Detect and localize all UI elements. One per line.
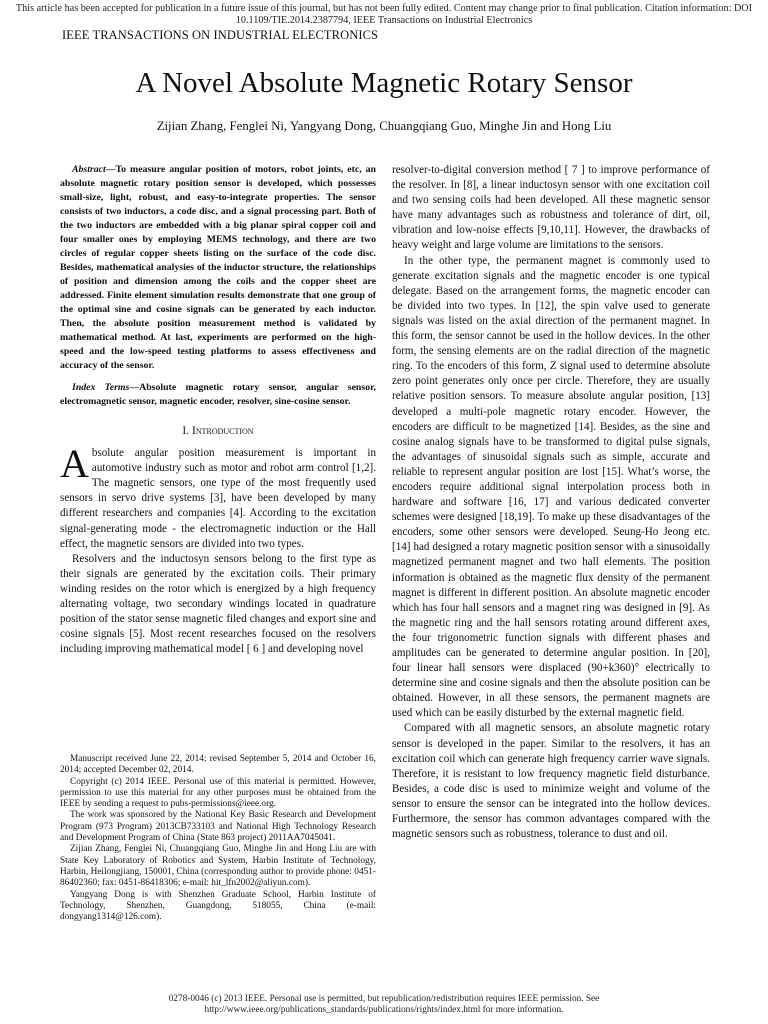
paper-title: A Novel Absolute Magnetic Rotary Sensor — [135, 67, 633, 99]
footnote-manuscript: Manuscript received June 22, 2014; revised September 5, 2014 and October 16, 2014; accepted December 02, 2014. — [60, 754, 376, 776]
index-terms — [60, 381, 376, 409]
abstract — [60, 163, 376, 373]
section-title: Introduction — [191, 425, 254, 437]
running-head: IEEE TRANSACTIONS ON INDUSTRIAL ELECTRONICS — [62, 28, 379, 42]
copyright-footer — [0, 994, 768, 1016]
footer-line-2: http://www.ieee.org/publications_standards/publications/rights/index.html for more information. — [204, 1005, 564, 1015]
body-paragraph-proposed-sensor: Compared with all magnetic sensors, an absolute magnetic rotary sensor is developed in the paper. Similar to the resolvers, it has an excitation coil which can generate high frequency carrier wave signals. Therefore, it is resistant to low frequency magnetic field disturbance. Besides, a code disc is used to minimize weight and volume of the sensor to ensure the sensor can be integrated into the hollow devices. Furthermore, the sensor has common advantages compared with the magnetic sensors such as robustness, tolerance to dust and oil. — [392, 722, 710, 841]
abstract-text: —To measure angular position of motors, robot joints, etc, an absolute magnetic rotary position sensor is developed, which possesses small-size, light, robust, and easy-to-integrate properties. The sensor consists of two inductors, a code disc, and a signal processing part. Both of the two inductors are embedded with a big planar spiral copper coil and four smaller ones by employing MEMS technology, and there are two circles of regular copper sheets listing on the surface of the code disc. Besides, mathematical analysies of the inductor structure, the relationships of position and dimension among the coils and the copper sheet are addressed. Finite element simulation results demonstrate that one group of the optimal sine and cosine signals can be generated by each inductor. Then, the absolute position measurement method is validated by mathematical method. At last, experiments are performed on the high-speed and the low-speed testing platforms to assess effectiveness and accuracy of the sensor. — [60, 164, 376, 371]
notice-line-1: This article has been accepted for publication in a future issue of this journal, but has not been fully edited. Content may change prior to final publication. Citation information: DOI — [15, 3, 753, 14]
footnote-funding: The work was sponsored by the National Key Basic Research and Development Program (973 Program) 2013CB733103 and National High Technology Research and Development Program of China (State 863 project) 2011AA7045041. — [60, 810, 376, 844]
section-heading-introduction — [60, 424, 376, 439]
footnote-affiliation-1: Zijian Zhang, Fenglei Ni, Chuangqiang Guo, Minghe Jin and Hong Liu are with State Key Laboratory of Robotics and System, Harbin Institute of Technology, Harbin, Heilongjiang, 150001, China (corresponding author to provide phone: 0451-86402360; fax: 0451-86418306; e-mail: hit_lfn2002@aliyun.com). — [60, 844, 376, 889]
abstract-label: Abstract — [72, 164, 106, 175]
publication-notice — [0, 3, 768, 27]
index-terms-text: —Absolute magnetic rotary sensor, angular sensor, electromagnetic sensor, magnetic encoder, resolver, sine-cosine sensor. — [60, 382, 376, 407]
drop-cap: A — [60, 441, 89, 487]
footnote-affiliation-2: Yangyang Dong is with Shenzhen Graduate School, Harbin Institute of Technology, Shenzhen, Guangdong, 518055, China (e-mail: dongyang1314@126.com). — [60, 889, 376, 923]
index-terms-label: Index Terms — [72, 382, 130, 393]
body-paragraph-permanent-magnet: In the other type, the permanent magnet is commonly used to generate excitation signals and the magnetic encoder is one typical delegate. Based on the arrangement forms, the magnetic encoder can be divided into two types. In [12], the spin valve used to generate signals was listed on the axial direction of the permanent magnet. In this form, the sensor cannot be used in the hollow devices. In the other form, the sensing elements are on the radial direction of the magnetic ring. To the encoders of this form, Z signal used to determine absolute zero point generates only once per circle. Therefore, they are usually relative position sensors. To measure absolute angular position, [13] developed a multi-pole magnetic rotary encoder. However, the encoders are difficult to be magnetized [14]. Besides, as the sine and cosine analog signals have to be transformed to digital pulse signals, the advantages of sinusoidal signals such as simple, accurate and reliable to represent angular position are lost [15]. What’s worse, the encoders require additional signal interpolation process both in hardware and software [16, 17] and various dedicated converter schemes were designed [18,19]. To make up these disadvantages of the encoders, some other sensors were developed. Seung-Ho Jeong etc. [14] had designed a rotary magnetic position sensor with a sinusoidally magnetized permanent magnet and two hall elements. The position information is obtained as the magnetic flux density of the permanent magnet is different in different position. An absolute magnetic encoder which has four hall sensors and a magnet ring was designed in [9]. As the magnetic ring and the hall sensors rotating around different axes, the four trigonometric function signals with different phases and amplitudes can be generated to determine angular position. In [20], four linear hall sensors were displaced (90+k360)° electrically to determine sine and cosine signals and then the absolute position can be obtained. However, in all these sensors, the permanent magnets are used which can be easily disturbed by the external magnetic field. — [392, 254, 710, 720]
intro-paragraph-1-text: bsolute angular position measurement is important in automotive industry such as motor and robot arm control [1,2]. The magnetic sensors, one type of the most frequently used sensors in servo drive systems [3], have been developed by many different researchers and companies [4]. According to the excitation signal-generating mode - the electromagnetic induction or the Hall effect, the magnetic sensors are divided into two types. — [60, 447, 376, 550]
footer-line-1: 0278-0046 (c) 2013 IEEE. Personal use is permitted, but republication/redistribution requires IEEE permission. See — [168, 994, 600, 1004]
footnotes — [60, 754, 376, 923]
intro-paragraph-1 — [60, 441, 376, 552]
left-column — [60, 163, 376, 657]
body-paragraph-continued: resolver-to-digital conversion method [ 7 ] to improve performance of the resolver. In [8], a linear inductosyn sensor with one excitation coil and two sensing coils had been developed. All these magnetic sensor have many advantages such as robustness and tolerance of dirt, oil, vibration and low-noise effects [9,10,11]. However, the drawbacks of heavy weight and large volume are limitations to the sensors. — [392, 164, 710, 252]
right-column — [392, 163, 710, 842]
footnote-copyright: Copyright (c) 2014 IEEE. Personal use of this material is permitted. However, permission to use this material for any other purposes must be obtained from the IEEE by sending a request to pubs-permissions@ieee.org. — [60, 776, 376, 810]
notice-line-2: 10.1109/TIE.2014.2387794, IEEE Transactions on Industrial Electronics — [235, 15, 533, 26]
author-list: Zijian Zhang, Fenglei Ni, Yangyang Dong, Chuangqiang Guo, Minghe Jin and Hong Liu — [156, 119, 612, 133]
section-number: I. — [182, 425, 190, 437]
intro-paragraph-2: Resolvers and the inductosyn sensors belong to the first type as their signals are generated by the excitation coils. Their primary winding resides on the rotor which is energized by a high frequency alternating voltage, two secondary windings located in quadrature position of the stator sense magnetic filed changes and export sine and cosine signals [5]. Most recent researches focused on the resolvers including improving mathematical model [ 6 ] and developing novel — [60, 552, 376, 656]
